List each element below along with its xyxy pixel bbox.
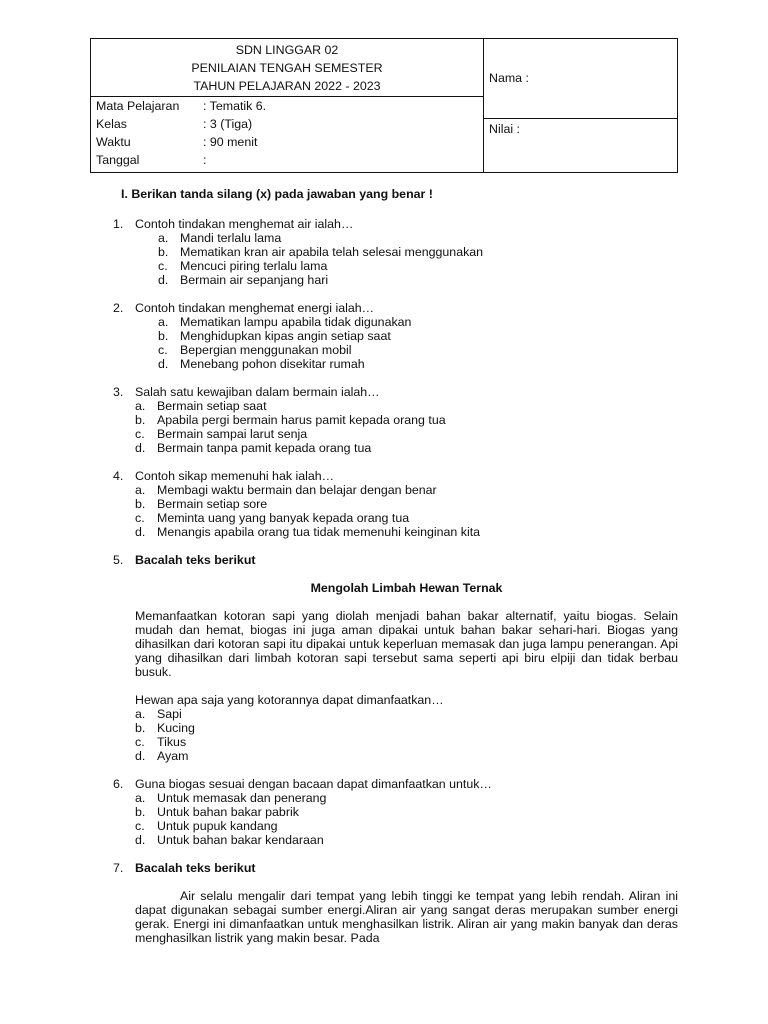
info-label: Waktu xyxy=(96,135,131,149)
question-4 xyxy=(113,469,678,483)
option-c: c. Untuk pupuk kandang xyxy=(135,819,278,833)
options-2 xyxy=(158,315,678,371)
question-text: Contoh sikap memenuhi hak ialah… xyxy=(135,469,335,483)
question-2 xyxy=(113,301,678,315)
option-c: c. Bermain sampai larut senja xyxy=(135,427,308,441)
option-d: d. Menangis apabila orang tua tidak memenuhi keinginan kita xyxy=(135,525,481,539)
info-value: : Tematik 6. xyxy=(203,99,267,113)
option-b: b. Menghidupkan kipas angin setiap saat xyxy=(158,329,391,343)
option-a: a. Bermain setiap saat xyxy=(135,399,267,413)
question-number: 7. xyxy=(113,861,124,875)
question-instruction: Bacalah teks berikut xyxy=(135,861,256,875)
question-3 xyxy=(113,385,678,399)
exam-content xyxy=(113,185,678,945)
option-c: c. Bepergian menggunakan mobil xyxy=(158,343,352,357)
question-text: Guna biogas sesuai dengan bacaan dapat dimanfaatkan untuk… xyxy=(135,777,492,791)
options-4 xyxy=(135,483,678,539)
question-number: 1. xyxy=(113,217,124,231)
question-text: Hewan apa saja yang kotorannya dapat dimanfaatkan… xyxy=(135,693,444,707)
info-value: : 3 (Tiga) xyxy=(203,117,253,131)
question-number: 2. xyxy=(113,301,124,315)
option-b: b. Untuk bahan bakar pabrik xyxy=(135,805,299,819)
option-c: c. Tikus xyxy=(135,735,187,749)
info-row-class xyxy=(91,115,483,133)
question-number: 6. xyxy=(113,777,124,791)
question-5 xyxy=(113,553,678,567)
option-a: a. Mematikan lampu apabila tidak digunakan xyxy=(158,315,412,329)
option-d: d. Menebang pohon disekitar rumah xyxy=(158,357,365,371)
school-name: SDN LINGGAR 02 xyxy=(235,43,339,57)
question-number: 5. xyxy=(113,553,124,567)
options-1 xyxy=(158,231,678,287)
option-d: d. Bermain air sepanjang hari xyxy=(158,273,329,287)
option-b: b. Mematikan kran air apabila telah selesai menggunakan xyxy=(158,245,484,259)
info-label: Tanggal xyxy=(96,153,140,167)
reading-passage: Air selalu mengalir dari tempat yang lebih tinggi ke tempat yang lebih rendah. Aliran ini dapat digunakan sebagai sumber energi.Aliran air yang sangat deras merupakan sumber energi gerak. Energi ini dimanfaatkan untuk menghasilkan listrik. Aliran air yang makin banyak dan deras menghasilkan listrik yang makin besar. Pada xyxy=(135,889,678,945)
score-field: Nilai : xyxy=(489,122,520,136)
school-block xyxy=(91,39,483,97)
question-1 xyxy=(113,217,678,231)
question-7 xyxy=(113,861,678,875)
header-right xyxy=(484,39,677,172)
option-d: d. Ayam xyxy=(135,749,189,763)
option-c: c. Mencuci piring terlalu lama xyxy=(158,259,328,273)
info-label: Mata Pelajaran xyxy=(96,99,180,113)
option-d: d. Bermain tanpa pamit kepada orang tua xyxy=(135,441,372,455)
reading-passage: Memanfaatkan kotoran sapi yang diolah menjadi bahan bakar alternatif, yaitu biogas. Selain mudah dan hemat, biogas ini juga aman dipakai untuk bahan bakar sehari-hari. Biogas yang dihasilkan dari kotoran sapi itu dipakai untuk keperluan memasak dan juga lampu penerangan. Api yang dihasilkan dari limbah kotoran sapi tersebut sama seperti api biru elpiji dan tidak berbau busuk. xyxy=(135,609,678,679)
options-3 xyxy=(135,399,678,455)
option-b: b. Kucing xyxy=(135,721,195,735)
school-year: TAHUN PELAJARAN 2022 - 2023 xyxy=(193,79,381,93)
info-label: Kelas xyxy=(96,117,127,131)
question-text: Contoh tindakan menghemat air ialah… xyxy=(135,217,354,231)
option-b: b. Bermain setiap sore xyxy=(135,497,268,511)
exam-header xyxy=(90,38,678,173)
option-d: d. Untuk bahan bakar kendaraan xyxy=(135,833,324,847)
header-left xyxy=(91,39,484,172)
options-5 xyxy=(135,707,678,763)
option-a: a. Sapi xyxy=(135,707,182,721)
exam-name: PENILAIAN TENGAH SEMESTER xyxy=(191,61,383,75)
section-title: I. Berikan tanda silang (x) pada jawaban yang benar ! xyxy=(121,187,433,201)
info-value: : 90 menit xyxy=(203,135,258,149)
question-instruction: Bacalah teks berikut xyxy=(135,553,256,567)
info-row-time xyxy=(91,133,483,151)
question-number: 3. xyxy=(113,385,124,399)
option-a: a. Mandi terlalu lama xyxy=(158,231,282,245)
option-c: c. Meminta uang yang banyak kepada orang tua xyxy=(135,511,410,525)
info-row-date xyxy=(91,151,483,169)
option-a: a. Untuk memasak dan penerang xyxy=(135,791,327,805)
info-row-subject xyxy=(91,97,483,115)
reading-title: Mengolah Limbah Hewan Ternak xyxy=(310,581,503,595)
option-a: a. Membagi waktu bermain dan belajar dengan benar xyxy=(135,483,437,497)
question-6 xyxy=(113,777,678,791)
question-text: Salah satu kewajiban dalam bermain ialah… xyxy=(135,385,380,399)
options-6 xyxy=(135,791,678,847)
info-value: : xyxy=(203,153,207,167)
name-field: Nama : xyxy=(484,39,677,119)
question-number: 4. xyxy=(113,469,124,483)
question-text: Contoh tindakan menghemat energi ialah… xyxy=(135,301,375,315)
option-b: b. Apabila pergi bermain harus pamit kepada orang tua xyxy=(135,413,446,427)
